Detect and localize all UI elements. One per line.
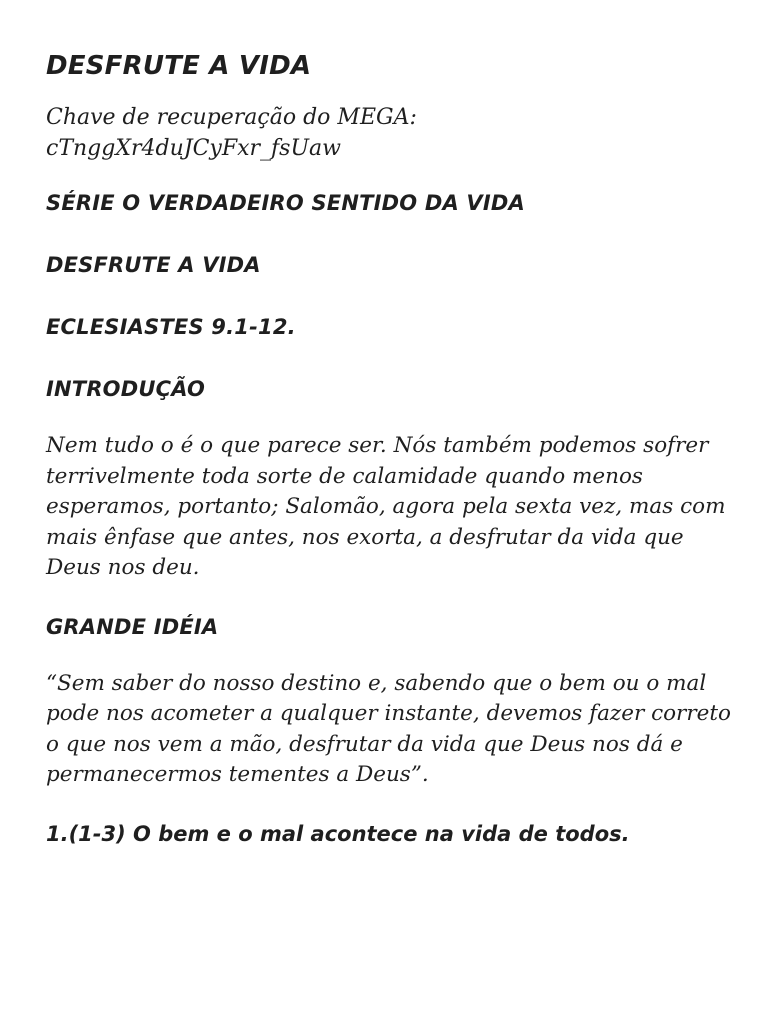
recovery-key-label: Chave de recuperação do MEGA:: [46, 105, 417, 130]
intro-paragraph: Nem tudo o é o que parece ser. Nós também podemos sofrer terrivelmente toda sorte de calamidade quando menos esperamos, portanto; Salomão, agora pela sexta vez, mas com mais ênfase que antes, nos exorta, a desfrutar da vida que Deus nos deu.: [46, 433, 726, 580]
document-page: [46, 48, 736, 849]
intro-heading: INTRODUÇÃO: [46, 377, 206, 401]
reference-heading: ECLESIASTES 9.1-12.: [46, 315, 296, 339]
recovery-key-value: cTnggXr4duJCyFxr_fsUaw: [46, 136, 341, 161]
recovery-key-block: [46, 102, 736, 164]
point-one-heading: 1.(1-3) O bem e o mal acontece na vida de todos.: [46, 821, 630, 846]
subtitle-heading: DESFRUTE A VIDA: [46, 253, 261, 277]
series-heading: SÉRIE O VERDADEIRO SENTIDO DA VIDA: [46, 191, 525, 215]
big-idea-heading: GRANDE IDÉIA: [46, 614, 219, 639]
document-title: DESFRUTE A VIDA: [46, 51, 312, 81]
big-idea-paragraph: “Sem saber do nosso destino e, sabendo que o bem ou o mal pode nos acometer a qualquer instante, devemos fazer correto o que nos vem a mão, desfrutar da vida que Deus nos dá e permanecermos tementes a Deus”.: [46, 670, 731, 787]
